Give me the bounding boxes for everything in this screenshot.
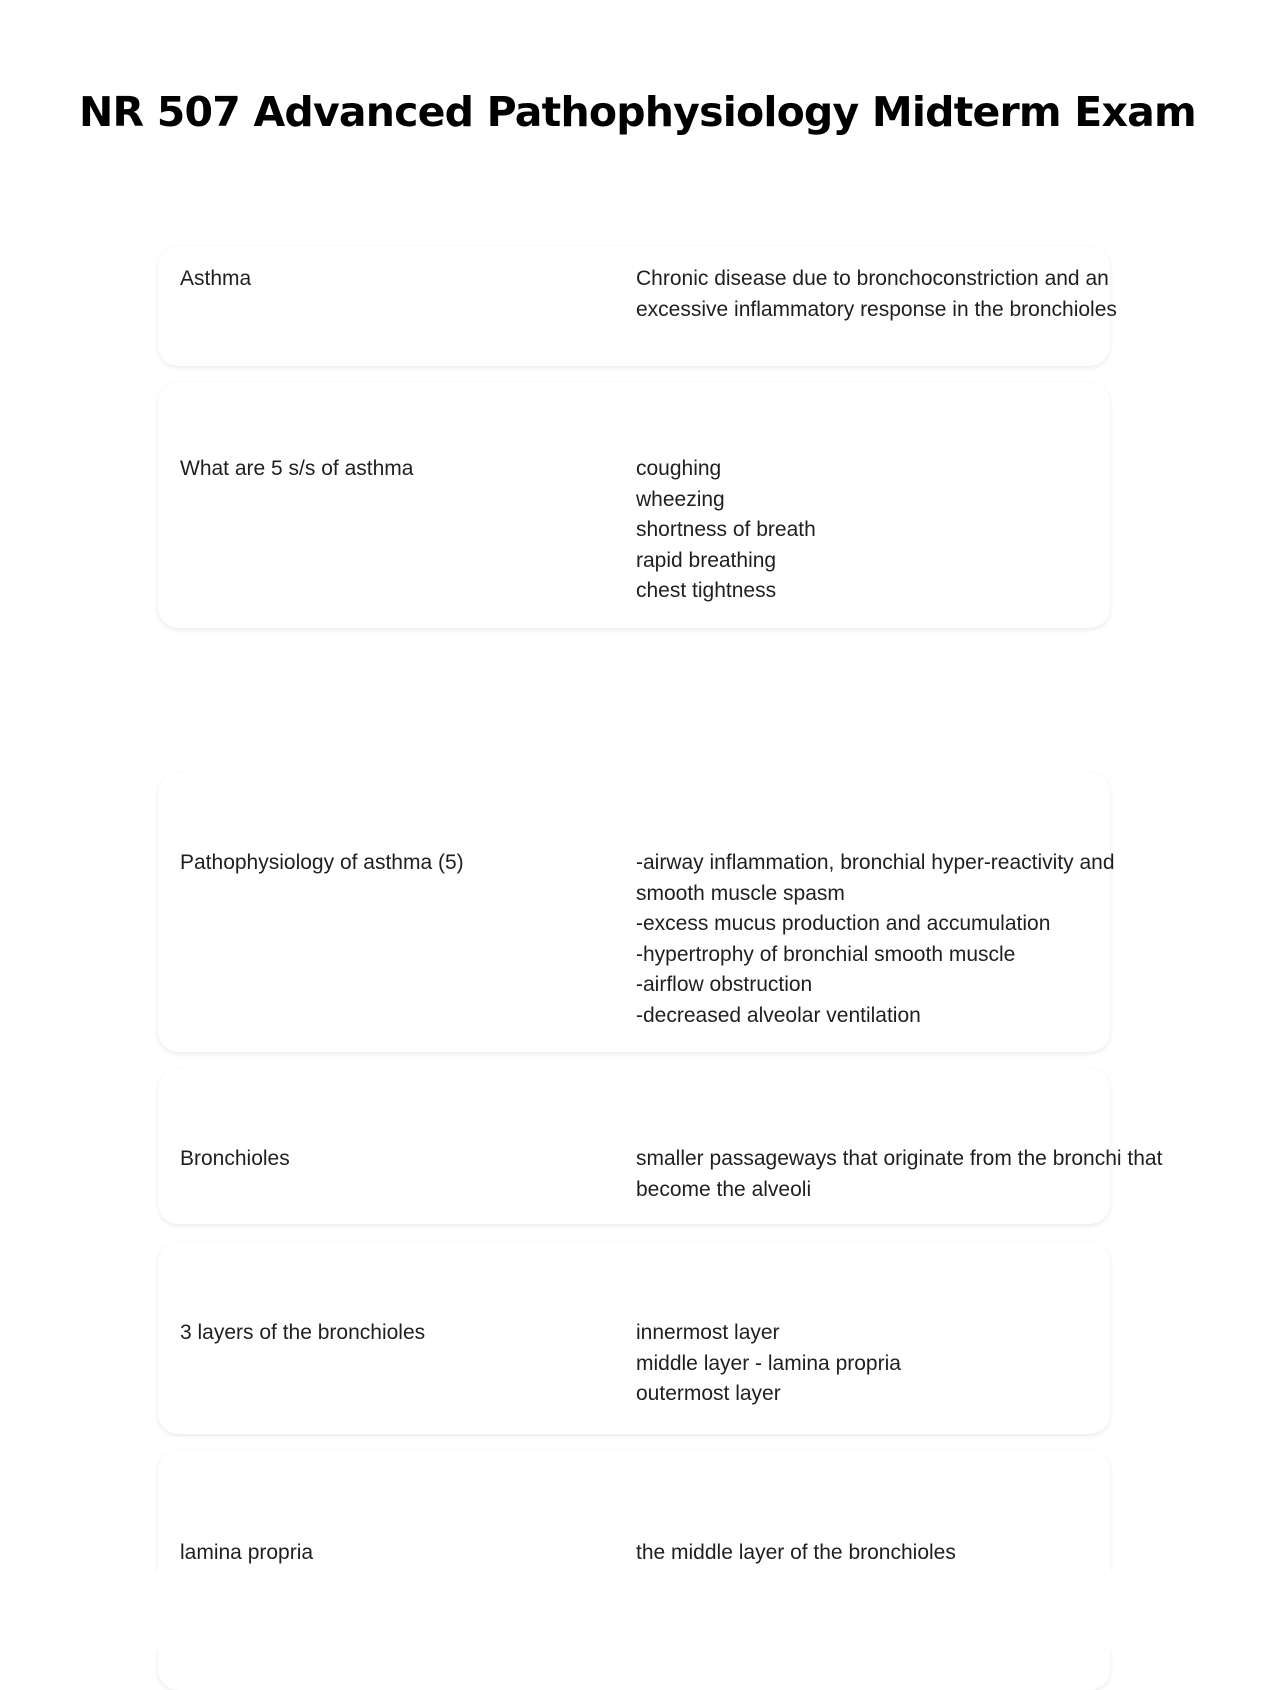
page-bottom-mask — [0, 1570, 1275, 1650]
card-term: 3 layers of the bronchioles — [180, 1321, 426, 1344]
card-definition — [636, 848, 1196, 1031]
flashcard-bronchiole-layers — [158, 1242, 1110, 1434]
card-term: lamina propria — [180, 1541, 314, 1564]
card-definition — [636, 264, 1196, 325]
definition-line: smaller passageways that originate from the bronchi that — [636, 1147, 1163, 1170]
definition-line: Chronic disease due to bronchoconstriction and an — [636, 267, 1109, 290]
definition-line: rapid breathing — [636, 548, 777, 572]
card-definition — [636, 1318, 1196, 1410]
definition-line: coughing — [636, 457, 722, 480]
definition-line: outermost layer — [636, 1382, 781, 1405]
definition-line: become the alveoli — [636, 1177, 812, 1201]
definition-line: excessive inflammatory response in the bronchioles — [636, 297, 1117, 321]
card-term: Asthma — [180, 267, 252, 290]
card-term: What are 5 s/s of asthma — [180, 457, 414, 480]
definition-line: -excess mucus production and accumulation — [636, 912, 1051, 935]
definition-line: shortness of breath — [636, 518, 816, 541]
definition-line: wheezing — [636, 487, 725, 511]
definition-line: smooth muscle spasm — [636, 881, 845, 905]
flashcard-asthma-symptoms — [158, 382, 1110, 628]
card-definition — [636, 1144, 1196, 1205]
card-definition — [636, 454, 1196, 607]
definition-line: -airflow obstruction — [636, 973, 813, 996]
definition-line: the middle layer of the bronchioles — [636, 1541, 956, 1564]
definition-line: -airway inflammation, bronchial hyper-reactivity and — [636, 851, 1115, 874]
card-term: Pathophysiology of asthma (5) — [180, 851, 464, 874]
flashcard-asthma — [158, 246, 1117, 366]
definition-line: -decreased alveolar ventilation — [636, 1003, 921, 1027]
definition-line: chest tightness — [636, 579, 777, 602]
flashcard-bronchioles — [158, 1068, 1163, 1224]
flashcard-asthma-pathophysiology — [158, 772, 1115, 1052]
card-term: Bronchioles — [180, 1147, 290, 1170]
page-title: NR 507 Advanced Pathophysiology Midterm Exam — [79, 88, 1196, 136]
card-definition — [636, 1538, 1196, 1569]
definition-line: -hypertrophy of bronchial smooth muscle — [636, 942, 1016, 966]
definition-line: middle layer - lamina propria — [636, 1351, 901, 1375]
definition-line: innermost layer — [636, 1321, 780, 1344]
